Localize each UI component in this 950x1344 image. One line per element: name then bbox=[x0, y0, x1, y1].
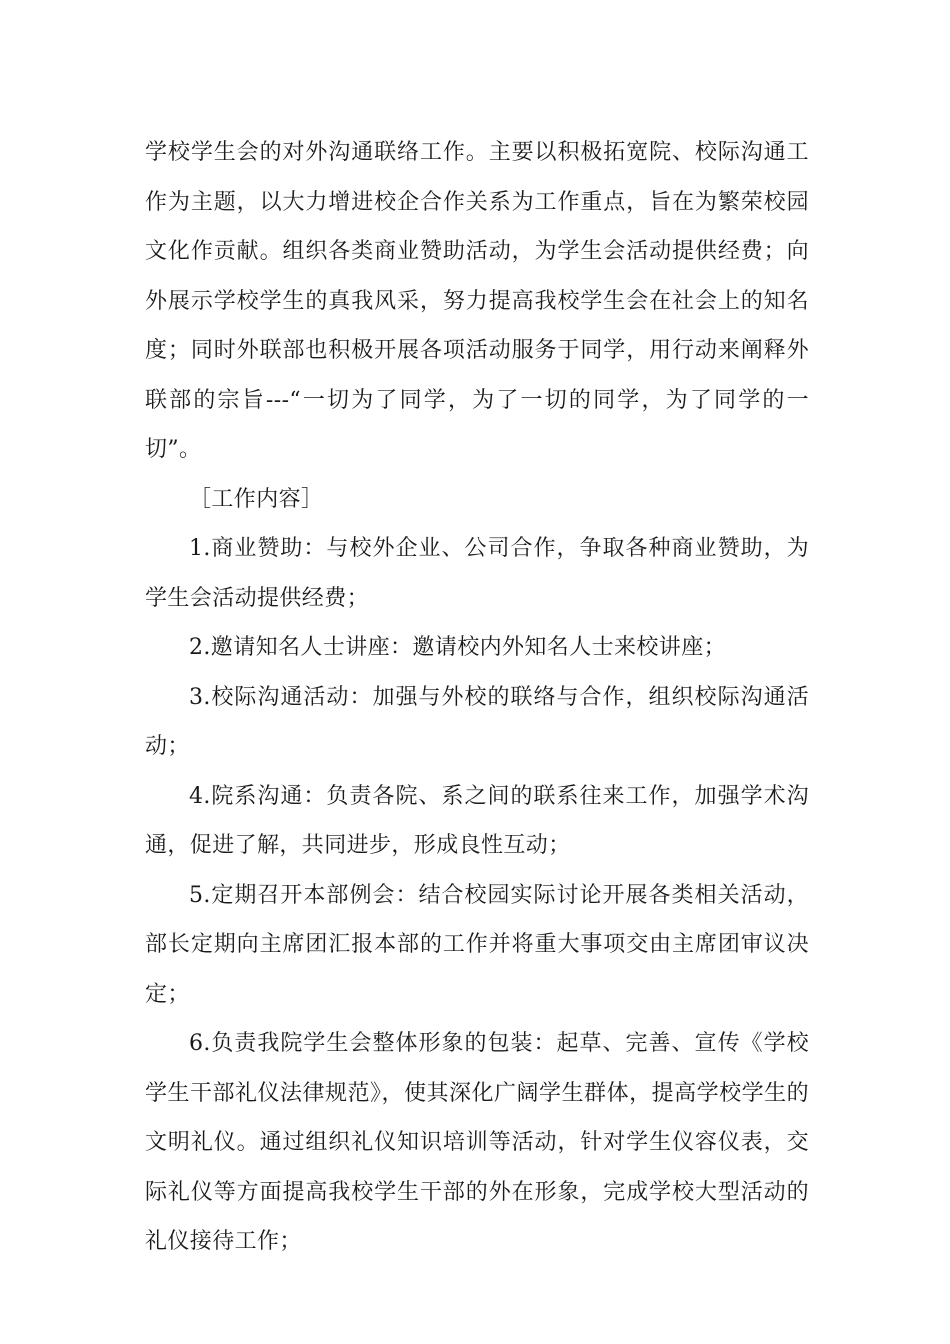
intro-paragraph: 学校学生会的对外沟通联络工作。主要以积极拓宽院、校际沟通工作为主题，以大力增进校企合作关系为工作重点，旨在为繁荣校园文化作贡献。组织各类商业赞助活动，为学生会活动提供经费；向外展示学校学生的真我风采，努力提高我校学生会在社会上的知名度；同时外联部也积极开展各项活动服务于同学，用行动来阐释外联部的宗旨---“一切为了同学，为了一切的同学，为了同学的一切”。 bbox=[145, 140, 809, 462]
section-heading-work-content: ［工作内容］ bbox=[189, 486, 324, 512]
list-item: 5.定期召开本部例会：结合校园实际讨论开展各类相关活动，部长定期向主席团汇报本部的工作并将重大事项交由主席团审议决定； bbox=[145, 882, 809, 1007]
list-item: 4.院系沟通：负责各院、系之间的联系往来工作，加强学术沟通，促进了解，共同进步，形成良性互动； bbox=[145, 783, 809, 858]
list-item: 2.邀请知名人士讲座：邀请校内外知名人士来校讲座； bbox=[189, 635, 726, 660]
list-item: 6.负责我院学生会整体形象的包装：起草、完善、宣传《学校学生干部礼仪法律规范》，使其深化广阔学生群体，提高学校学生的文明礼仪。通过组织礼仪知识培训等活动，针对学生仪容仪表，交际礼仪等方面提高我校学生干部的外在形象，完成学校大型活动的礼仪接待工作； bbox=[145, 1031, 809, 1254]
list-item: 1.商业赞助：与校外企业、公司合作，争取各种商业赞助，为学生会活动提供经费； bbox=[145, 536, 809, 611]
document-body bbox=[145, 128, 809, 1267]
list-item: 3.校际沟通活动：加强与外校的联络与合作，组织校际沟通活动； bbox=[145, 684, 809, 759]
